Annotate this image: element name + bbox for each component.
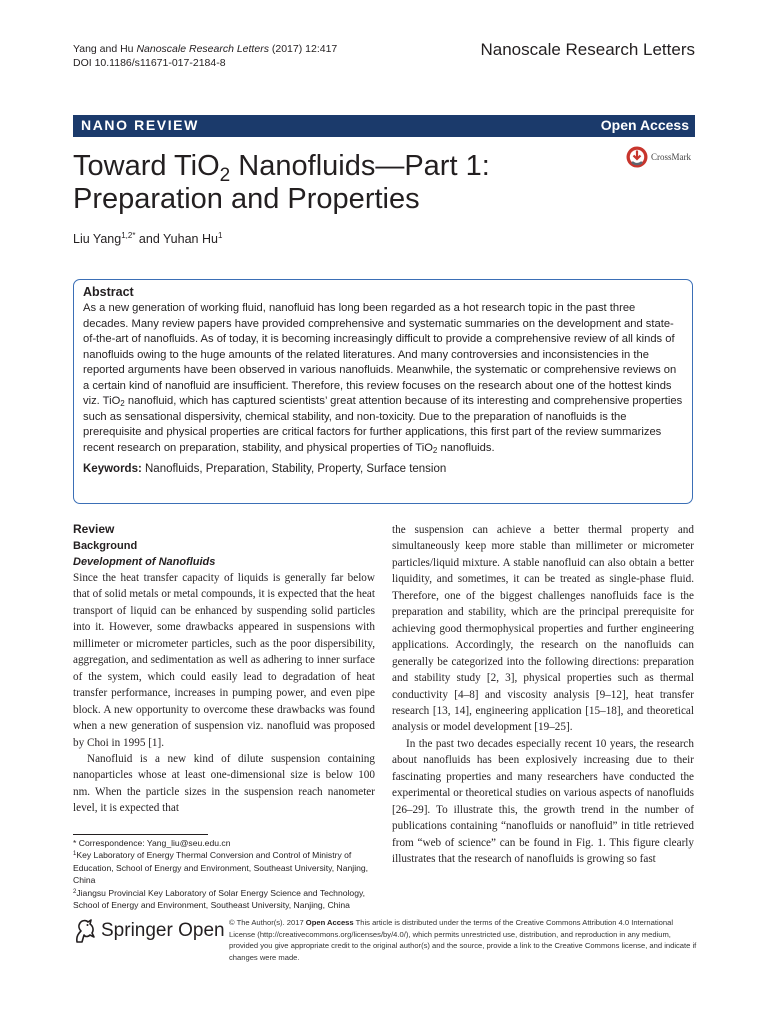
title-subscript: 2 bbox=[219, 165, 231, 186]
affiliation: $^2$Jiangsu Provincial Key Laboratory of Solar Energy Science and Technology, School of Energy and Environment, Southeast University, Nanjing, China bbox=[73, 887, 366, 911]
citation-journal: Nanoscale Research Letters bbox=[136, 43, 269, 55]
footnotes bbox=[73, 837, 373, 911]
body-column-right bbox=[392, 522, 694, 868]
keywords-list: Nanofluids, Preparation, Stability, Property, Surface tension bbox=[141, 463, 447, 475]
journal-name: Nanoscale Research Letters bbox=[480, 40, 695, 59]
article-type-banner bbox=[73, 115, 695, 137]
paragraph: Nanofluid is a new kind of dilute suspension containing nanoparticles whose at least one-dimensional size is below 100 nm. When the particle sizes in the suspension reach nanometer level, it is expected that bbox=[73, 752, 375, 815]
publisher-logo bbox=[73, 918, 225, 944]
doi: DOI 10.1186/s11671-017-2184-8 bbox=[73, 57, 226, 69]
keywords-label: Keywords: bbox=[83, 463, 142, 475]
title-line-2: Preparation and Properties bbox=[73, 183, 420, 215]
subsubsection-heading: Development of Nanofluids bbox=[73, 556, 216, 568]
title-text: Nanofluids—Part 1: bbox=[230, 150, 490, 182]
author-name[interactable]: Yuhan Hu bbox=[163, 232, 218, 246]
affiliation: $^1$Key Laboratory of Energy Thermal Conversion and Control of Ministry of Education, School of Energy and Environment, Southeast University, Nanjing, China bbox=[73, 850, 369, 886]
author-connector: and bbox=[135, 232, 164, 246]
open-access-bold: Open Access bbox=[305, 918, 354, 927]
open-access-label: Open Access bbox=[600, 117, 689, 133]
springer-horse-icon bbox=[73, 918, 97, 944]
paragraph: In the past two decades especially recent 10 years, the research about nanofluids has been explosively increasing due to their fascinating properties and many researchers have conducted the experimental or theoretical studies on various aspects of nanofluids [26–29]. To illustrate this, the growth trend in the number of publications containing “nanofluids or nanofluid” in title retrieved from “web of science” can be found in Fig. 1. This figure clearly illustrates that the research of nanofluids is growing so fast bbox=[392, 737, 694, 866]
abstract-text: As a new generation of working fluid, nanofluid has long been regarded as a hot research topic in the past three decades. Many review papers have provided comprehensive and systematic summaries on the development and state-of-the-art of nanofluids. As of today, it is becoming increasingly difficult to provide a comprehensive review of all kinds of nanofluids owing to the huge amounts of the related literatures. And many controversies and inconsistencies in the reported arguments have been observed in various nanofluids. Meanwhile, the systematic or comprehensive reviews on a certain kind of nanofluid are insufficient. Therefore, this review focuses on the research about one of the hottest kinds viz. TiO$_2$ nanofluid, which has captured scientists’ great attention because of its interesting and comprehensive properties such as sensational dispersivity, chemical stability, and non-toxicity. Due to the preparation of nanofluids is the prerequisite and physical properties are critical factors for further applications, this first part of the review summarizes recent research on preparation, stability, and physical properties of TiO$_2$ nanofluids. bbox=[83, 302, 683, 455]
running-header-citation bbox=[73, 42, 337, 70]
body-column-left bbox=[73, 520, 375, 817]
abstract-heading: Abstract bbox=[83, 285, 134, 299]
paragraph: Since the heat transfer capacity of liquids is generally far below that of solid metals or metal compounds, it is expected that the heat transport of liquid can be enhanced by suspending solid particles into it. However, some drawbacks appeared in suspensions with millimeter or micrometer particles, such as the poor dispersibility, aggregation, and sedimentation as well as adhering to inner surface of the system, which could easily lead to degradation of heat transfer performance, increases in pumping power, and even pipe block. A new opportunity to overcome these drawbacks was found when a new generation of suspension viz. nanofluid was proposed by Choi in 1995 [1]. bbox=[73, 572, 375, 749]
keywords bbox=[83, 463, 683, 475]
crossmark-label: CrossMark bbox=[651, 152, 691, 162]
article-type: NANO REVIEW bbox=[81, 117, 199, 133]
footnote-divider bbox=[73, 834, 208, 835]
author-affil: 1,2* bbox=[121, 231, 136, 240]
citation-line bbox=[73, 42, 337, 56]
correspondence[interactable]: * Correspondence: Yang_liu@seu.edu.cn bbox=[73, 838, 231, 848]
author-list bbox=[73, 232, 222, 246]
author-name[interactable]: Liu Yang bbox=[73, 232, 122, 246]
title-text: Toward TiO bbox=[73, 150, 220, 182]
paragraph: the suspension can achieve a better thermal property and simultaneously keep more stable than millimeter or micrometer particles/liquid mixture. A stable nanofluid can also obtain a better liquidity, and sometimes, it can be treated as single-phase fluid. Therefore, one of the biggest challenges nanofluids face is the preparation and stability, which are the principal prerequisite for achieving good thermophysical properties and further engineering applications. Accordingly, the research on the nanofluids can generally be categorized into the following directions: preparation and stability study [2, 3], physical properties such as thermal conductivity [4–8] and viscosity analysis [9–12], heat transfer research [13, 14], engineering application [15–18], and theoretical analysis or model development [19–25]. bbox=[392, 524, 694, 734]
citation-year-ref: (2017) 12:417 bbox=[268, 43, 338, 55]
article-title bbox=[73, 150, 593, 216]
license-notice: © The Author(s). 2017 Open Access This article is distributed under the terms of the Creative Commons Attribution 4.0 International License (http://creativecommons.org/licenses/by/4.0/), which permits unrestricted use, distribution, and reproduction in any medium, provided you give appropriate credit to the original author(s) and the source, provide a link to the Creative Commons license, and indicate if changes were made. bbox=[229, 918, 697, 962]
subsection-heading: Background bbox=[73, 540, 138, 552]
citation-authors: Yang and Hu bbox=[73, 43, 134, 55]
section-heading: Review bbox=[73, 522, 115, 536]
publisher-name: Springer Open bbox=[101, 920, 225, 941]
crossmark-icon bbox=[626, 146, 648, 168]
crossmark-badge[interactable] bbox=[626, 146, 691, 168]
abstract-box bbox=[73, 279, 693, 504]
author-affil: 1 bbox=[217, 231, 223, 240]
